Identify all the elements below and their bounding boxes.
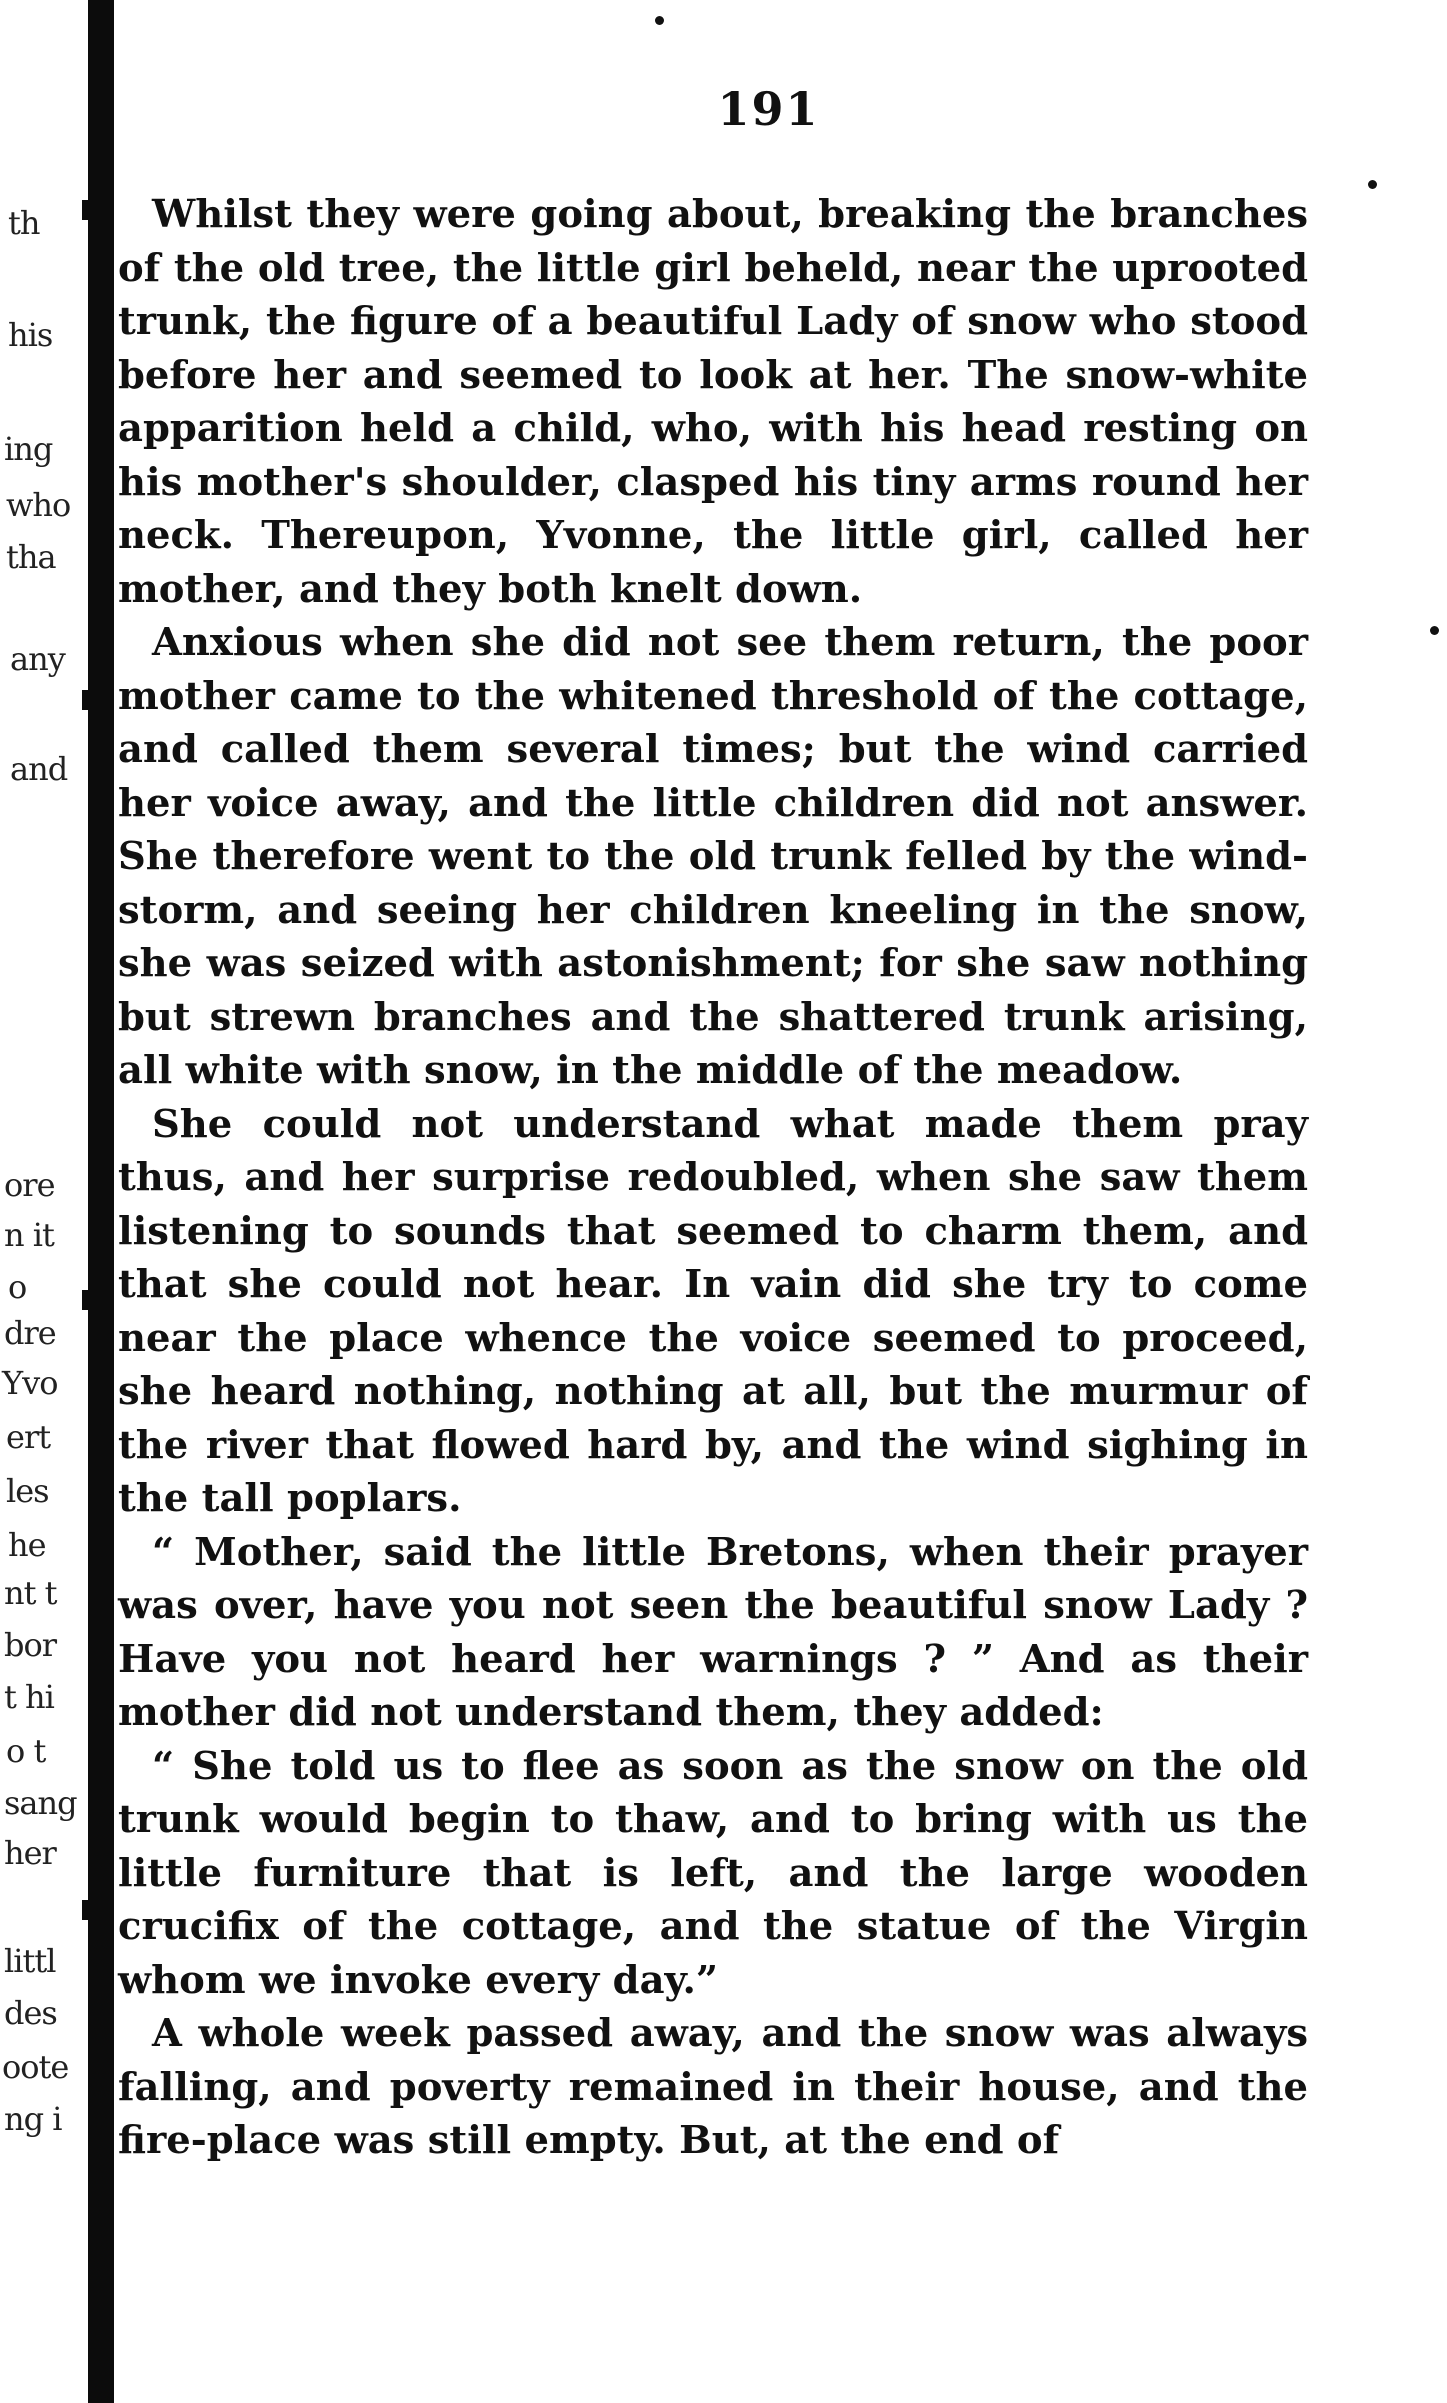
print-speck xyxy=(655,16,664,25)
facing-page-fragment: who xyxy=(6,486,71,524)
paragraph: “ She told us to flee as soon as the snow on the old trunk would begin to thaw, and to bring with us the little furniture that is left, and the large wooden crucifix of the cottage, and the statue of the Virgin whom we invoke every day.” xyxy=(118,1743,1308,2003)
facing-page-fragment: he xyxy=(8,1526,46,1564)
facing-page-fragment: ing xyxy=(4,430,53,468)
facing-page-fragment: sang xyxy=(4,1784,77,1822)
gutter-notch xyxy=(82,690,92,710)
paragraph: “ Mother, said the little Bretons, when their prayer was over, have you not seen the beautiful snow Lady ? Have you not heard her warnings ? ” And as their mother did not understand them, they added: xyxy=(118,1529,1308,1735)
paragraph: She could not understand what made them pray thus, and her surprise redoubled, when she saw them listening to sounds that seemed to charm them, and that she could not hear. In vain did she try to come near the place whence the voice seemed to proceed, she heard nothing, nothing at all, but the murmur of the river that flowed hard by, and the wind sighing in the tall poplars. xyxy=(118,1101,1308,1521)
facing-page-fragment: her xyxy=(4,1834,56,1872)
facing-page-fragment: dre xyxy=(4,1314,56,1352)
facing-page-fragment: his xyxy=(8,316,53,354)
facing-page-fragment: ng i xyxy=(4,2100,62,2138)
facing-page-fragment: t hi xyxy=(4,1678,54,1716)
binding-gutter-shadow xyxy=(88,0,114,2403)
facing-page-fragment: nt t xyxy=(4,1574,57,1612)
facing-page-fragment: bor xyxy=(4,1626,57,1664)
gutter-notch xyxy=(82,200,92,220)
body-text xyxy=(118,188,1308,2168)
paragraph: Whilst they were going about, breaking the branches of the old tree, the little girl beheld, near the uprooted trunk, the figure of a beautiful Lady of snow who stood before her and seemed to look at her. The snow-white apparition held a child, who, with his head resting on his mother's shoulder, clasped his tiny arms round her neck. Thereupon, Yvonne, the little girl, called her mother, and they both knelt down. xyxy=(118,192,1308,612)
facing-page-fragment: les xyxy=(6,1472,49,1510)
facing-page-fragment: ore xyxy=(4,1166,55,1204)
paragraph: A whole week passed away, and the snow was always falling, and poverty remained in their house, and the fire-place was still empty. But, at the end of xyxy=(118,2011,1308,2163)
facing-page-fragment: littl xyxy=(4,1942,56,1980)
facing-page-fragment: th xyxy=(8,204,40,242)
facing-page-fragment: ert xyxy=(6,1418,51,1456)
facing-page-fragment: tha xyxy=(6,538,56,576)
facing-page-fragment: Yvo xyxy=(2,1364,58,1402)
gutter-notch xyxy=(82,1900,92,1920)
paragraph: Anxious when she did not see them return, the poor mother came to the whitened threshold of the cottage, and called them several times; but the wind carried her voice away, and the little children did not answer. She therefore went to the old trunk felled by the wind-storm, and seeing her children kneeling in the snow, she was seized with astonishment; for she saw nothing but strewn branches and the shattered trunk arising, all white with snow, in the middle of the meadow. xyxy=(118,620,1308,1093)
print-speck xyxy=(1430,626,1439,635)
gutter-notch xyxy=(82,1290,92,1310)
facing-page-fragment: any xyxy=(10,640,65,678)
facing-page-fragment: o xyxy=(8,1268,27,1306)
print-speck xyxy=(1368,180,1377,189)
facing-page-fragment: oote xyxy=(2,2048,69,2086)
facing-page-fragment: des xyxy=(4,1994,57,2032)
facing-page-bleed xyxy=(0,0,90,2403)
facing-page-fragment: o t xyxy=(6,1732,46,1770)
facing-page-fragment: n it xyxy=(4,1216,54,1254)
page-number: 191 xyxy=(717,82,820,136)
facing-page-fragment: and xyxy=(10,750,68,788)
